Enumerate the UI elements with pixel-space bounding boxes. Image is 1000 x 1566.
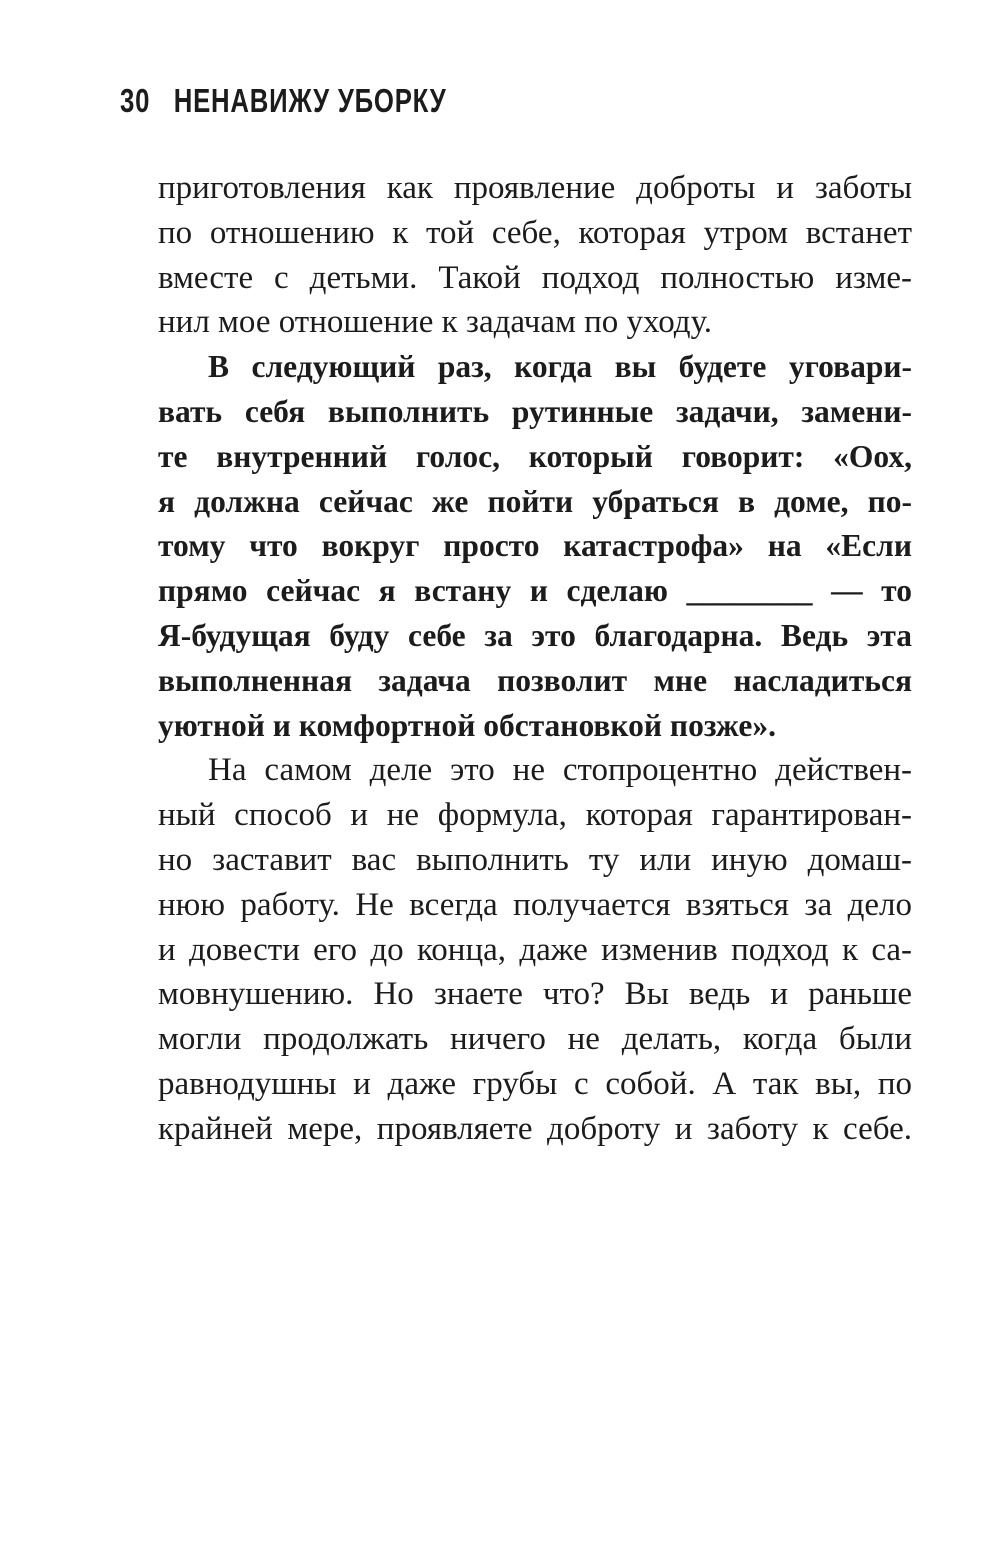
text-line: тому что вокруг просто катастрофа» на «Если bbox=[158, 528, 912, 564]
text-line: равнодушны и даже грубы с собой. А так вы, по bbox=[158, 1065, 912, 1102]
text-line: выполненная задача позволит мне насладиться bbox=[158, 662, 912, 698]
text-line: могли продолжать ничего не делать, когда были bbox=[158, 1021, 912, 1058]
body-text bbox=[158, 166, 912, 1152]
text-line: крайней мере, проявляете доброту и заботу к себе. bbox=[158, 1110, 912, 1147]
text-line: но заставит вас выполнить ту или иную домаш- bbox=[158, 841, 912, 878]
paragraph-3 bbox=[158, 748, 912, 1151]
text-line: уютной и комфортной обстановкой позже». bbox=[158, 707, 776, 743]
text-line: нил мое отношение к задачам по уходу. bbox=[158, 304, 713, 341]
paragraph-2-bold bbox=[158, 345, 912, 748]
text-line: Я-будущая буду себе за это благодарна. Ведь эта bbox=[158, 617, 912, 653]
text-line: нюю работу. Не всегда получается взяться за дело bbox=[158, 886, 912, 923]
text-line: вать себя выполнить рутинные задачи, замени- bbox=[158, 393, 912, 429]
text-line: приготовления как проявление доброты и заботы bbox=[158, 170, 912, 206]
text-line: по отношению к той себе, которая утром встанет bbox=[158, 214, 912, 251]
book-title: НЕНАВИЖУ УБОРКУ bbox=[173, 82, 447, 119]
text-line: В следующий раз, когда вы будете уговари- bbox=[208, 349, 912, 385]
text-line: ный способ и не формула, которая гарантирован- bbox=[158, 797, 912, 834]
text-line: мовнушению. Но знаете что? Вы ведь и раньше bbox=[158, 976, 912, 1013]
page-number: 30 bbox=[120, 82, 151, 119]
text-line: я должна сейчас же пойти убраться в доме, по- bbox=[158, 483, 912, 519]
text-line: те внутренний голос, который говорит: «Оох, bbox=[158, 438, 912, 474]
text-line: и довести его до конца, даже изменив подход к са- bbox=[158, 931, 912, 968]
paragraph-1 bbox=[158, 166, 912, 345]
running-header bbox=[120, 82, 447, 120]
text-line: прямо сейчас я встану и сделаю ________ — то bbox=[158, 573, 912, 609]
text-line: На самом деле это не стопроцентно действен- bbox=[208, 752, 912, 789]
text-line: вместе с детьми. Такой подход полностью изме- bbox=[158, 259, 912, 296]
